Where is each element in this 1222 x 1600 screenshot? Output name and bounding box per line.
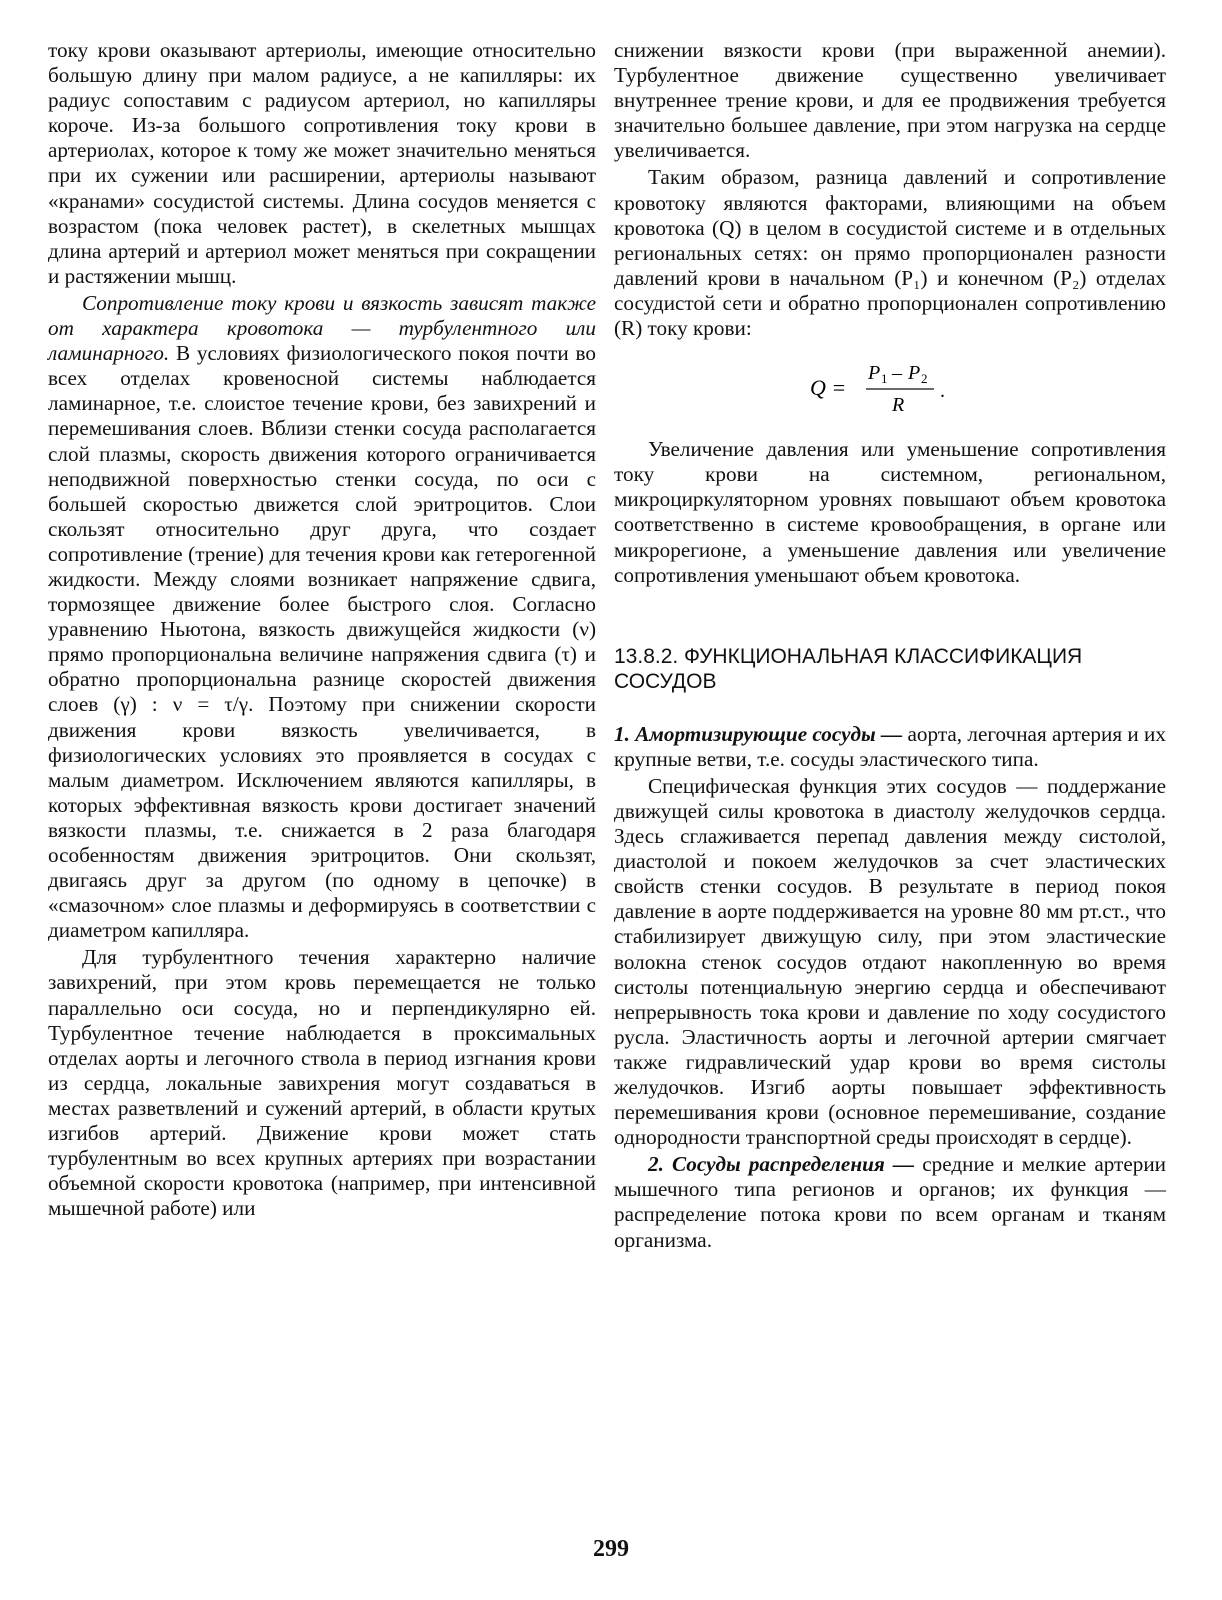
- right-column: [614, 38, 1166, 1253]
- term-lead: 2. Сосуды распределения —: [648, 1152, 915, 1177]
- paragraph: [614, 722, 1166, 772]
- formula-end: .: [940, 380, 945, 403]
- formula-sub2: 2: [921, 371, 928, 387]
- page-number: 299: [593, 1536, 629, 1562]
- left-column: [48, 38, 596, 1221]
- paragraph: [614, 1152, 1166, 1252]
- paragraph: снижении вязкости крови (при выраженной анемии). Турбулентное движение существенно увеличивает внутреннее трение крови, и для ее продвижения требуется значительно большее давление, при этом нагрузка на сердце увеличивается.: [614, 38, 1166, 163]
- paragraph: Для турбулентного течения характерно наличие завихрений, при этом кровь перемещается не только параллельно оси сосуда, но и перпендикулярно ей. Турбулентное течение наблюдается в проксимальных отделах аорты и легочного ствола в период изгнания крови из сердца, локальные завихрения могут создаваться в местах разветвлений и сужений артерий, в области крутых изгибов артерий. Движение крови может стать турбулентным во всех крупных артериях при возрастании объемной скорости кровотока (например, при интенсивной мышечной работе) или: [48, 945, 596, 1221]
- formula-p2: P: [908, 362, 921, 385]
- formula-p1: P: [868, 362, 881, 385]
- formula-graphic: [810, 357, 970, 419]
- paragraph-text: аорта, легочная артерия и их крупные ветви, т.е. сосуды эластического типа.: [614, 721, 1166, 771]
- italic-lead: Сопротивление току крови и вязкость зависят также от характера кровотока — турбулентного или ламинарного.: [48, 290, 596, 366]
- paragraph: Специфическая функция этих сосудов — поддержание движущей силы кровотока в диастолу желудочков сердца. Здесь сглаживается перепад давления между систолой, диастолой и покоем желудочков за счет эластических свойств стенки сосудов. В результате в период покоя давление в аорте поддерживается на уровне 80 мм рт.ст., что стабилизирует движущую силу, при этом эластические волокна стенок сосудов отдают накопленную во время систолы потенциальную энергию сердца и обеспечивают непрерывность тока крови и давление по ходу сосудистого русла. Эластичность аорты и легочной артерии смягчает также гидравлический удар крови во время систолы желудочков. Изгиб аорты повышает эффективность перемешивания крови (основное перемешивание, создание однородности транспортной среды происходят в сердце).: [614, 773, 1166, 1150]
- paragraph-text: В условиях физиологического покоя почти во всех отделах кровеносной системы наблюдается ламинарное, т.е. слоистое течение крови, без завихрений и перемешивания слоев. Вблизи стенки сосуда располагается слой плазмы, скорость движения которого ограничивается неподвижной поверхностью стенки сосуда, по оси с большей скоростью движется слой эритроцитов. Слои скользят относительно друг друга, что создает сопротивление (трение) для течения крови как гетерогенной жидкости. Между слоями возникает напряжение сдвига, тормозящее движение более быстрого слоя. Согласно уравнению Ньютона, вязкость движущейся жидкости (ν) прямо пропорциональна величине напряжения сдвига (τ) и обратно пропорциональна разнице скоростей движения слоев (γ) : ν = τ/γ. Поэтому при снижении скорости движения крови вязкость увеличивается, в физиологических условиях это проявляется в сосудах с малым диаметром. Исключением являются капилляры, в которых эффективная вязкость крови достигает значений вязкости плазмы, т.е. снижается в 2 раза благодаря особенностям движения эритроцитов. Они скользят, двигаясь друг за другом (по одному в цепочке) в «смазочном» слое плазмы и деформируясь в соответствии с диаметром капилляра.: [48, 341, 596, 943]
- paragraph: Таким образом, разница давлений и сопротивление кровотоку являются факторами, влияющими на объем кровотока (Q) в целом в сосудистой системе и в отдельных региональных сетях: он прямо пропорционален разности давлений крови в начальном (P₁) и конечном (P₂) отделах сосудистой сети и обратно пропорционален сопротивлению (R) току крови:: [614, 165, 1166, 341]
- formula-sub1: 1: [881, 371, 888, 387]
- term-lead: 1. Амортизирующие сосуды —: [614, 721, 903, 746]
- formula-lhs: Q =: [810, 375, 847, 401]
- formula-denominator: R: [892, 394, 905, 417]
- paragraph: Увеличение давления или уменьшение сопротивления току крови на системном, региональном, микроциркуляторном уровнях повышают объем кровотока соответственно в системе кровообращения, в органе или микрорегионе, а уменьшение давления или увеличение сопротивления уменьшают объем кровотока.: [614, 437, 1166, 587]
- paragraph: току крови оказывают артериолы, имеющие относительно большую длину при малом радиусе, а не капилляры: их радиус сопоставим с радиусом артериол, но капилляры короче. Из-за большого сопротивления току крови в артериолах, которое к тому же может значительно меняться при их сужении или расширении, артериолы называют «кранами» сосудистой системы. Длина сосудов меняется с возрастом (пока человек растет), в скелетных мышцах длина артерий и артериол может меняться при сокращении и растяжении мышц.: [48, 38, 596, 288]
- formula-minus: –: [892, 362, 902, 385]
- section-heading: 13.8.2. ФУНКЦИОНАЛЬНАЯ КЛАССИФИКАЦИЯ СОСУДОВ: [614, 644, 1083, 693]
- paragraph: [48, 291, 596, 943]
- flow-formula: [614, 357, 1166, 419]
- paragraph-text: средние и мелкие артерии мышечного типа регионов и органов; их функция — распределение потока крови по всем органам и тканям организма.: [614, 1152, 1166, 1252]
